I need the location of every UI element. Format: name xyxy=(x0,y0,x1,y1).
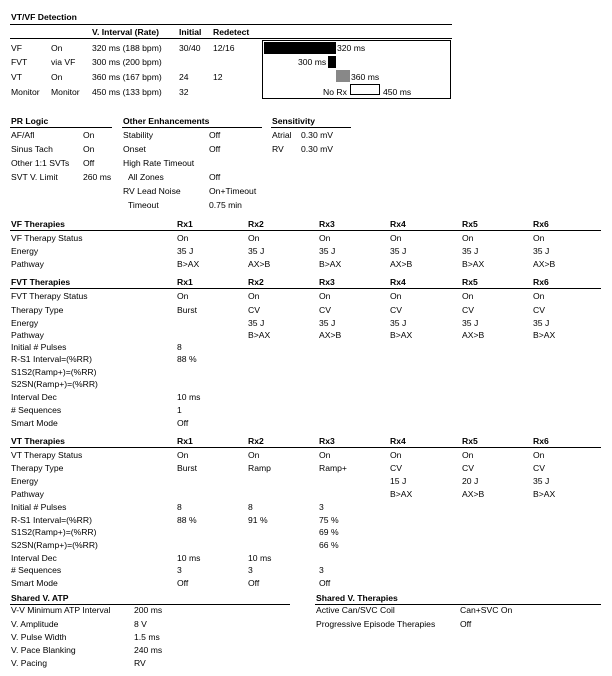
therapy-row-label: # Sequences xyxy=(11,405,62,415)
pr-logic-label: Sinus Tach xyxy=(11,144,53,154)
therapy-cell: On xyxy=(177,233,189,243)
therapy-cell: CV xyxy=(248,305,260,315)
enhancement-value: Off xyxy=(209,144,221,154)
rx-column-header: Rx3 xyxy=(319,436,335,446)
therapy-cell: 35 J xyxy=(533,476,550,486)
detection-header-initial: Initial xyxy=(179,27,202,37)
shared-atp-label: V. Pulse Width xyxy=(11,632,67,642)
therapy-cell: CV xyxy=(533,463,545,473)
zone-interval: 360 ms (167 bpm) xyxy=(92,72,162,82)
therapy-row-label: # Sequences xyxy=(11,565,62,575)
therapy-cell: On xyxy=(390,450,402,460)
sensitivity-label: Atrial xyxy=(272,130,292,140)
rx-column-header: Rx1 xyxy=(177,436,193,446)
therapy-cell: 91 % xyxy=(248,515,268,525)
enhancements-title: Other Enhancements xyxy=(123,116,210,126)
therapy-row-label: S2SN(Ramp+)=(%RR) xyxy=(11,379,98,389)
pr-logic-label: SVT V. Limit xyxy=(11,172,58,182)
therapy-cell: 3 xyxy=(177,565,182,575)
enhancement-label: High Rate Timeout xyxy=(123,158,195,168)
shared-atp-label: V. Pace Blanking xyxy=(11,645,76,655)
therapy-cell: 8 xyxy=(177,342,182,352)
shared-atp-value: 8 V xyxy=(134,619,147,629)
therapy-cell: On xyxy=(248,233,260,243)
therapy-row-label: Energy xyxy=(11,476,39,486)
therapy-cell: 10 ms xyxy=(248,553,272,563)
therapy-cell: On xyxy=(533,291,545,301)
rx-column-header: Rx4 xyxy=(390,436,406,446)
sensitivity-value: 0.30 mV xyxy=(301,130,334,140)
therapy-cell: 15 J xyxy=(390,476,407,486)
therapy-cell: On xyxy=(177,291,189,301)
therapy-cell: CV xyxy=(533,305,545,315)
therapy-cell: 66 % xyxy=(319,540,339,550)
therapy-cell: B>AX xyxy=(390,489,413,499)
therapy-cell: On xyxy=(390,291,402,301)
therapy-cell: Off xyxy=(248,578,260,588)
therapy-row-label: Pathway xyxy=(11,259,44,269)
zone-name: VT xyxy=(11,72,22,82)
divider xyxy=(271,127,351,128)
therapy-cell: Off xyxy=(177,578,189,588)
therapy-cell: CV xyxy=(462,463,474,473)
enhancement-value: 0.75 min xyxy=(209,200,242,210)
no-rx-label: No Rx xyxy=(323,87,347,97)
vt-zone-bar xyxy=(336,70,350,82)
therapy-cell: AX>B xyxy=(462,489,485,499)
zone-name: FVT xyxy=(11,57,28,67)
therapy-cell: B>AX xyxy=(462,259,485,269)
shared-therapy-value: Can+SVC On xyxy=(460,605,513,615)
therapy-row-label: S2SN(Ramp+)=(%RR) xyxy=(11,540,98,550)
therapy-cell: CV xyxy=(390,305,402,315)
rx-column-header: Rx1 xyxy=(177,219,193,229)
therapy-cell: On xyxy=(462,450,474,460)
therapy-cell: Off xyxy=(319,578,331,588)
therapy-cell: B>AX xyxy=(177,259,200,269)
zone-interval: 300 ms (200 bpm) xyxy=(92,57,162,67)
shared-therapy-label: Progressive Episode Therapies xyxy=(316,619,436,629)
divider xyxy=(10,127,112,128)
pr-logic-label: AF/Afl xyxy=(11,130,35,140)
therapy-cell: AX>B xyxy=(390,259,413,269)
therapy-cell: 35 J xyxy=(390,318,407,328)
therapy-row-label: Energy xyxy=(11,246,39,256)
divider xyxy=(10,38,452,39)
therapy-cell: On xyxy=(319,233,331,243)
shared-atp-label: V-V Minimum ATP Interval xyxy=(11,605,111,615)
therapy-row-label: Smart Mode xyxy=(11,418,58,428)
therapy-row-label: Smart Mode xyxy=(11,578,58,588)
therapy-row-label: VF Therapy Status xyxy=(11,233,83,243)
therapy-cell: Ramp xyxy=(248,463,271,473)
sensitivity-label: RV xyxy=(272,144,284,154)
therapy-cell: CV xyxy=(319,305,331,315)
divider xyxy=(10,288,601,289)
zone-interval: 450 ms (133 bpm) xyxy=(92,87,162,97)
therapy-row-label: Interval Dec xyxy=(11,392,57,402)
enhancement-label: Timeout xyxy=(128,200,159,210)
sensitivity-title: Sensitivity xyxy=(272,116,315,126)
shared-atp-title: Shared V. ATP xyxy=(11,593,69,603)
therapy-cell: On xyxy=(248,450,260,460)
therapy-row-label: Pathway xyxy=(11,489,44,499)
rx-column-header: Rx4 xyxy=(390,219,406,229)
therapy-cell: 88 % xyxy=(177,354,197,364)
pr-logic-value: 260 ms xyxy=(83,172,112,182)
rx-column-header: Rx2 xyxy=(248,277,264,287)
therapy-row-label: Pathway xyxy=(11,330,44,340)
therapy-cell: 35 J xyxy=(462,246,479,256)
therapy-cell: 35 J xyxy=(248,318,265,328)
rx-column-header: Rx3 xyxy=(319,219,335,229)
rx-column-header: Rx5 xyxy=(462,436,478,446)
enhancement-label: All Zones xyxy=(128,172,164,182)
therapy-cell: 35 J xyxy=(533,318,550,328)
therapy-row-label: Energy xyxy=(11,318,39,328)
shared-atp-value: 240 ms xyxy=(134,645,163,655)
shared-atp-value: 200 ms xyxy=(134,605,163,615)
therapy-cell: AX>B xyxy=(462,330,485,340)
fvt-zone-label: 300 ms xyxy=(298,57,327,67)
therapy-cell: CV xyxy=(462,305,474,315)
rx-column-header: Rx2 xyxy=(248,436,264,446)
therapy-cell: 3 xyxy=(248,565,253,575)
rx-column-header: Rx1 xyxy=(177,277,193,287)
therapy-cell: AX>B xyxy=(533,259,556,269)
therapy-cell: Ramp+ xyxy=(319,463,347,473)
zone-redetect: 12/16 xyxy=(213,43,235,53)
shared-therapies-title: Shared V. Therapies xyxy=(316,593,398,603)
detection-header-interval: V. Interval (Rate) xyxy=(92,27,160,37)
rx-column-header: Rx6 xyxy=(533,219,549,229)
therapy-row-label: R-S1 Interval=(%RR) xyxy=(11,354,92,364)
therapy-cell: On xyxy=(319,450,331,460)
enhancement-label: Stability xyxy=(123,130,154,140)
zone-initial: 30/40 xyxy=(179,43,201,53)
pr-logic-label: Other 1:1 SVTs xyxy=(11,158,70,168)
zone-name: Monitor xyxy=(11,87,40,97)
therapy-cell: On xyxy=(462,233,474,243)
vt-zone-label: 360 ms xyxy=(351,72,380,82)
zone-status: Monitor xyxy=(51,87,80,97)
therapy-cell: 8 xyxy=(248,502,253,512)
therapy-cell: On xyxy=(533,233,545,243)
zone-initial: 24 xyxy=(179,72,189,82)
rx-column-header: Rx6 xyxy=(533,277,549,287)
therapy-cell: 35 J xyxy=(533,246,550,256)
zone-redetect: 12 xyxy=(213,72,223,82)
enhancement-label: RV Lead Noise xyxy=(123,186,181,196)
therapy-cell: B>AX xyxy=(390,330,413,340)
therapy-cell: Burst xyxy=(177,305,198,315)
zone-name: VF xyxy=(11,43,22,53)
zone-status: On xyxy=(51,43,63,53)
divider xyxy=(10,447,601,448)
zone-initial: 32 xyxy=(179,87,189,97)
vf-zone-bar xyxy=(264,42,336,54)
divider xyxy=(10,24,452,25)
therapy-cell: 35 J xyxy=(248,246,265,256)
shared-atp-value: RV xyxy=(134,658,146,668)
vf-therapies-title: VF Therapies xyxy=(11,219,65,229)
rx-column-header: Rx2 xyxy=(248,219,264,229)
divider xyxy=(122,127,262,128)
therapy-cell: 10 ms xyxy=(177,553,201,563)
therapy-cell: On xyxy=(533,450,545,460)
therapy-cell: B>AX xyxy=(533,330,556,340)
fvt-zone-bar xyxy=(328,56,336,68)
rx-column-header: Rx3 xyxy=(319,277,335,287)
therapy-cell: On xyxy=(177,450,189,460)
shared-therapy-value: Off xyxy=(460,619,472,629)
therapy-cell: On xyxy=(248,291,260,301)
therapy-cell: 75 % xyxy=(319,515,339,525)
shared-atp-value: 1.5 ms xyxy=(134,632,160,642)
fvt-therapies-title: FVT Therapies xyxy=(11,277,71,287)
zone-status: On xyxy=(51,72,63,82)
therapy-cell: 88 % xyxy=(177,515,197,525)
therapy-row-label: FVT Therapy Status xyxy=(11,291,88,301)
therapy-cell: 35 J xyxy=(390,246,407,256)
rx-column-header: Rx6 xyxy=(533,436,549,446)
therapy-cell: 35 J xyxy=(319,246,336,256)
zone-interval: 320 ms (188 bpm) xyxy=(92,43,162,53)
therapy-cell: 69 % xyxy=(319,527,339,537)
therapy-row-label: Initial # Pulses xyxy=(11,342,67,352)
therapy-cell: B>AX xyxy=(248,330,271,340)
monitor-zone-bar xyxy=(350,84,380,95)
vf-zone-label: 320 ms xyxy=(337,43,366,53)
enhancement-value: Off xyxy=(209,172,221,182)
rx-column-header: Rx5 xyxy=(462,277,478,287)
shared-atp-label: V. Amplitude xyxy=(11,619,59,629)
therapy-cell: 35 J xyxy=(319,318,336,328)
therapy-row-label: Interval Dec xyxy=(11,553,57,563)
shared-therapy-label: Active Can/SVC Coil xyxy=(316,605,395,615)
therapy-cell: 3 xyxy=(319,565,324,575)
sensitivity-value: 0.30 mV xyxy=(301,144,334,154)
therapy-row-label: Therapy Type xyxy=(11,305,64,315)
therapy-cell: AX>B xyxy=(248,259,271,269)
pr-logic-value: On xyxy=(83,144,95,154)
therapy-row-label: R-S1 Interval=(%RR) xyxy=(11,515,92,525)
therapy-row-label: Therapy Type xyxy=(11,463,64,473)
enhancement-value: On+Timeout xyxy=(209,186,257,196)
therapy-cell: 1 xyxy=(177,405,182,415)
divider xyxy=(10,230,601,231)
therapy-row-label: S1S2(Ramp+)=(%RR) xyxy=(11,527,97,537)
monitor-zone-label: 450 ms xyxy=(383,87,412,97)
therapy-cell: AX>B xyxy=(319,330,342,340)
therapy-cell: 3 xyxy=(319,502,324,512)
therapy-cell: On xyxy=(390,233,402,243)
enhancement-value: Off xyxy=(209,130,221,140)
enhancement-label: Onset xyxy=(123,144,146,154)
therapy-cell: 10 ms xyxy=(177,392,201,402)
vt-therapies-title: VT Therapies xyxy=(11,436,65,446)
detection-header-redetect: Redetect xyxy=(213,27,250,37)
therapy-cell: On xyxy=(319,291,331,301)
therapy-cell: CV xyxy=(390,463,402,473)
therapy-cell: B>AX xyxy=(533,489,556,499)
therapy-row-label: VT Therapy Status xyxy=(11,450,83,460)
rx-column-header: Rx5 xyxy=(462,219,478,229)
therapy-cell: Off xyxy=(177,418,189,428)
therapy-cell: 20 J xyxy=(462,476,479,486)
zone-status: via VF xyxy=(51,57,76,67)
therapy-row-label: Initial # Pulses xyxy=(11,502,67,512)
therapy-row-label: S1S2(Ramp+)=(%RR) xyxy=(11,367,97,377)
therapy-cell: B>AX xyxy=(319,259,342,269)
rx-column-header: Rx4 xyxy=(390,277,406,287)
therapy-cell: 8 xyxy=(177,502,182,512)
detection-title: VT/VF Detection xyxy=(11,12,77,22)
therapy-cell: 35 J xyxy=(462,318,479,328)
pr-logic-value: Off xyxy=(83,158,95,168)
pr-logic-value: On xyxy=(83,130,95,140)
therapy-cell: 35 J xyxy=(177,246,194,256)
shared-atp-label: V. Pacing xyxy=(11,658,47,668)
pr-logic-title: PR Logic xyxy=(11,116,49,126)
therapy-cell: Burst xyxy=(177,463,198,473)
therapy-cell: On xyxy=(462,291,474,301)
